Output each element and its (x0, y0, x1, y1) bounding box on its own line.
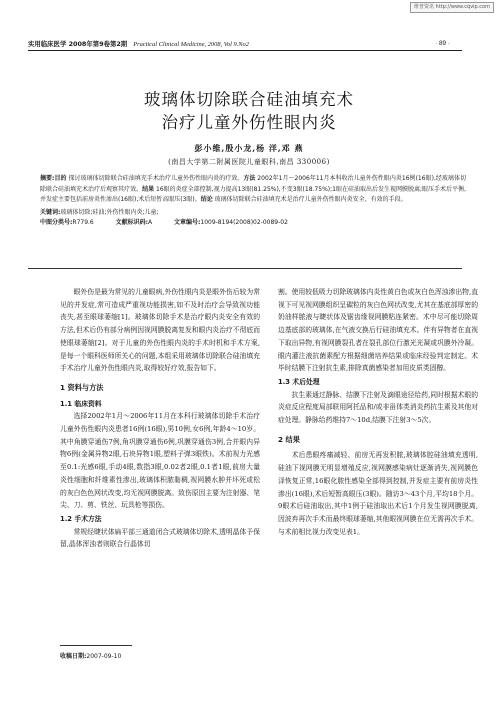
received-date (60, 651, 121, 660)
method-label: 方法 (243, 175, 256, 182)
conclusion-label: 结论 (200, 196, 213, 204)
method-text: 2002年1月～2006年11月本科收治儿童外伤性眼内炎16例(16眼),经玻璃体切除联合硅油填充术治疗后观察其疗效。 (40, 175, 466, 193)
source-watermark: 维普资讯 http://www.cqvip.com (410, 2, 494, 13)
received-label: 收稿日期: (60, 653, 87, 660)
clc-label: 中图分类号: (40, 219, 73, 227)
classification-line (40, 218, 466, 229)
body-column-right (278, 286, 478, 538)
journal-name: 实用临床医学 2008年第9卷第2期 Practical Clinical Medicine, 2008, Vol 9.No2 (28, 40, 249, 48)
surgery-paragraph-cont: 割。使用较低吸力切除玻璃体内炎性黄白色或灰白色浑浊渗出物,直视下可见视网膜组织呈碳粒的灰白色网状改变,尤其在基底部厚密的奶油样脓液与睫状体及锯齿缘视网膜粘连紧密。术中尽可能切除周边基底部的玻璃体,在气液交换后行硅油填充术。伴有异物者在直视下取出异物,有视网膜裂孔者在裂孔部位行激光光凝或巩膜外冷凝。眼内灌注液抗菌素配方根据细菌培养结果或临床经验判定制定。术毕时结膜下注射抗生素,排除真菌感染者加用皮质类固醇。 (278, 288, 478, 373)
intro-paragraph: 眼外伤是最为常见的儿童眼病,外伤性眼内炎是眼外伤后较为常见的并发症,常可造成严重视功能损害,如不及时治疗会导致视功能丧失,甚至眼球萎缩[1]。玻璃体切除手术是治疗眼内炎安全有效的方法,但术后仍有部分病例因视网膜脱离复发和眼内炎治疗不彻底而使眼球萎缩[2]。对于儿童的外伤性眼内炎的手术时机和手术方案,是每一个眼科医师所关心的问题,本组采用玻璃体切除联合硅油填充手术治疗儿童外伤性眼内炎,取得较好疗效,报告如下。 (60, 288, 260, 373)
objective-label: 目的 (54, 175, 67, 182)
result-label: 结果 (142, 185, 155, 193)
doc-code-value: A (148, 219, 153, 227)
keywords-line (40, 208, 466, 219)
header-rule (28, 50, 462, 51)
abstract-rule (28, 268, 462, 269)
subsection-heading-postop: 1.3 术后处理 (278, 377, 320, 386)
section-heading-results: 2 结果 (278, 434, 300, 444)
subsection-heading-clinical: 1.1 临床资料 (60, 399, 102, 408)
results-paragraph: 术后患眼疼痛减轻、前房无再发积脓,玻璃体腔硅油填充透明,硅油下视网膜无明显增殖反应,视网膜感染病灶逐渐消失,视网膜色泽恢复正常,16眼化脓性感染全部得到控制,并发症主要有前房炎性渗出(16眼),术后短暂高眼压(3眼)。随访3～43个月,平均18个月。9眼术后硅油取出,其中1例于硅油取出术后1个月发生视网膜脱离,因波弃再次手术而最终眼球萎缩,其他眼视网膜在位无需再次手术。与术前相比视力改变见表1。 (278, 451, 478, 536)
surgery-paragraph-start: 常规经睫状体扁平部三通道闭合式玻璃体切除术,透明晶体予保留,晶体浑浊者则联合行晶体切 (60, 527, 260, 549)
page-number: · 89 · (435, 40, 450, 47)
clc-value: R779.6 (72, 219, 94, 227)
doc-code-label: 文献标识码: (115, 219, 149, 227)
section-heading-methods: 1 资料与方法 (60, 382, 104, 392)
clinical-data-paragraph: 选择2002年1月～2006年11月在本科行玻璃体切除手术治疗儿童外伤性眼内炎患者16例(16眼),男10例,女6例,年龄4～10岁。其中角膜穿通伤7例,角巩膜穿通伤6例,巩膜穿通伤3例,合并眼内异物6例(金属异物2眼,石块异物1眼,塑料子弹3眼铁)。术前视力光感至0.1:光感6眼,手动4眼,数指3眼,0.02者2眼,0.1者1眼,前房大量炎性细胞和纤维素性渗出,玻璃体积脓黏稠,视网膜水肿并坏死或松的灰白色色网状改变,均无视网膜脱离。致伤原因主要为注射器、笔尖、刀、剪、铁丝、玩具枪等损伤。 (60, 412, 260, 510)
journal-name-en: Practical Clinical Medicine, 2008, Vol 9.No2 (133, 41, 249, 48)
abstract (40, 174, 466, 229)
article-no-value: 1009-8194(2008)02-0089-02 (200, 219, 288, 227)
received-value: 2007-09-10 (86, 653, 122, 660)
keywords-label: 关键词: (40, 208, 61, 216)
author-list: 彭小维,殷小龙,杨 洋,邓 燕 (194, 143, 304, 153)
conclusion-text: 玻璃体切除联合硅油填充术是治疗儿童外伤性眼内炎安全、有效的手段。 (212, 196, 407, 204)
result-text: 16眼的炎症全部控制,视力提高13眼(81.25%),不变3眼(18.75%);1眼在硅油取出后发生视网膜脱离;眼压手术后平衡,并发症主要包括前房炎性渗出(16眼),术后短暂高眼压(3眼)。 (40, 185, 466, 204)
subsection-heading-surgery: 1.2 手术方法 (60, 514, 102, 523)
abstract-label: 摘要: (40, 175, 55, 182)
running-header (28, 38, 462, 50)
postop-paragraph: 抗生素通过静脉、结膜下注射及滴眼途径给药,同时根据术眼的炎症反应程度局部联用阿托品和/或非甾体类消炎药抗生素及其他对症处理。静脉给药维持7～10d,结膜下注射3～5次。 (278, 390, 478, 425)
article-title-line-1: 玻璃体切除联合硅油填充术 (144, 90, 354, 109)
author-affiliation: (南昌大学第二附属医院儿童眼科,南昌 330006) (168, 158, 330, 166)
article-no-label: 文章编号: (173, 219, 201, 227)
footnote-rule (60, 645, 132, 646)
article-title-line-2: 治疗儿童外伤性眼内炎 (161, 113, 337, 132)
body-column-left (60, 286, 260, 551)
objective-text: 探讨玻璃体切除联合硅油填充手术治疗儿童外伤性眼内炎的疗效。 (66, 175, 244, 182)
keywords-text: 玻璃体切除;硅油;外伤性眼内炎;儿童; (60, 208, 159, 216)
